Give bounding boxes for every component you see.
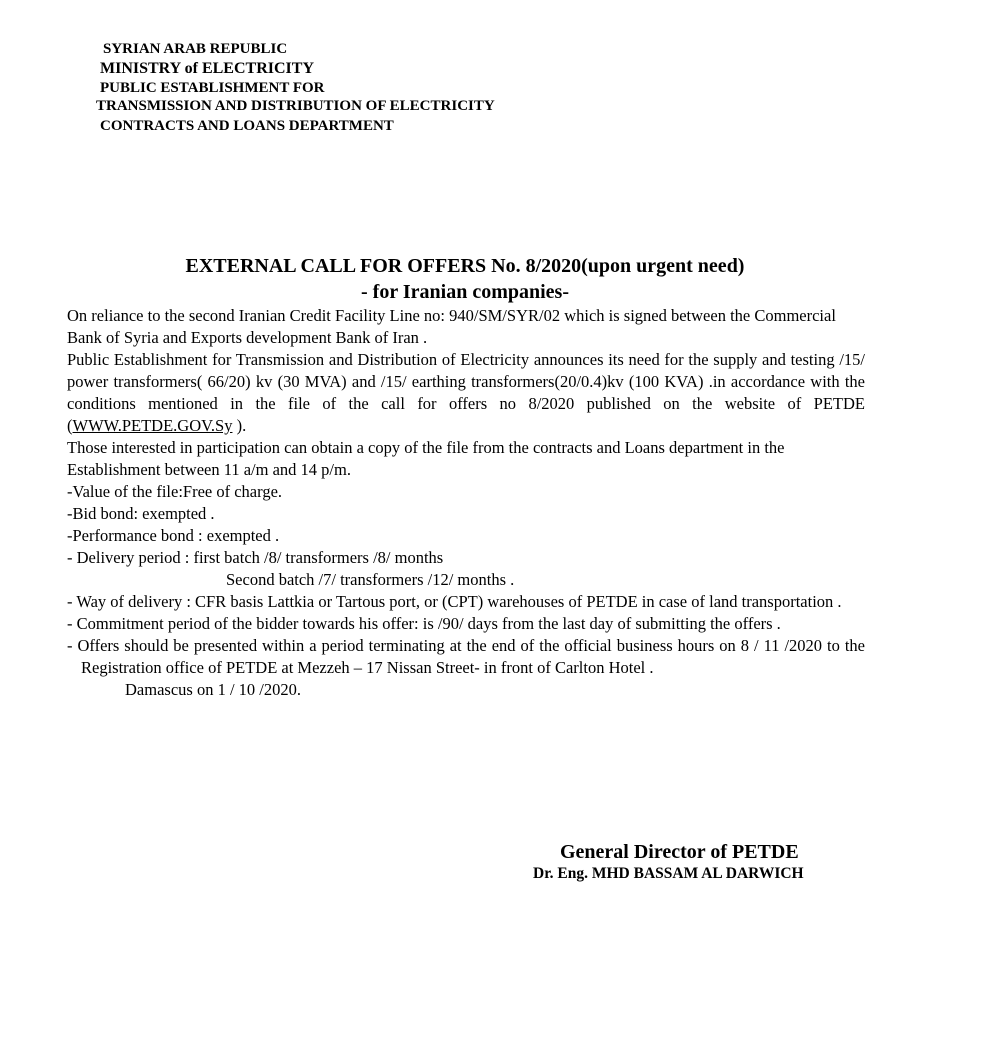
- announcement-paragraph: [67, 349, 865, 437]
- signature-title: General Director of PETDE: [560, 841, 799, 863]
- document-title: EXTERNAL CALL FOR OFFERS No. 8/2020(upon urgent need): [185, 255, 745, 277]
- offers-deadline-item: - Offers should be presented within a period terminating at the end of the official business hours on 8 / 11 /2020 to the Registration office of PETDE at Mezzeh – 17 Nissan Street- in front of Carlton Hotel .: [67, 636, 865, 677]
- header-transmission: TRANSMISSION AND DISTRIBUTION OF ELECTRICITY: [96, 98, 495, 114]
- announcement-end: ).: [232, 416, 247, 435]
- announcement-text: Public Establishment for Transmission and Distribution of Electricity announces its need for the supply and testing /15/ power transformers( 66/20) kv (30 MVA) and /15/ earthing transformers(20/0.4)kv (100 KVA) .in accordance with the conditions mentioned in the file of the call for offers no 8/2020 published on the website of PETDE (: [67, 350, 865, 435]
- delivery-period-second-batch: Second batch /7/ transformers /12/ months .: [226, 570, 515, 589]
- header-ministry: MINISTRY of ELECTRICITY: [100, 60, 314, 77]
- file-value-line: -Value of the file:Free of charge.: [67, 482, 283, 501]
- way-of-delivery-item: - Way of delivery : CFR basis Lattkia or Tartous port, or (CPT) warehouses of PETDE in case of land transportation .: [67, 592, 842, 611]
- document-subtitle: - for Iranian companies-: [361, 281, 569, 303]
- bid-bond-line: -Bid bond: exempted .: [67, 504, 215, 523]
- header-department: CONTRACTS AND LOANS DEPARTMENT: [100, 118, 394, 134]
- document-body: [67, 305, 865, 701]
- performance-bond-line: -Performance bond : exempted .: [67, 526, 280, 545]
- intro-paragraph: On reliance to the second Iranian Credit Facility Line no: 940/SM/SYR/02 which is signed between the Commercial Bank of Syria and Exports development Bank of Iran .: [67, 306, 836, 347]
- header-country: SYRIAN ARAB REPUBLIC: [103, 41, 288, 57]
- header-establishment: PUBLIC ESTABLISHMENT FOR: [100, 80, 325, 96]
- commitment-period-item: - Commitment period of the bidder towards his offer: is /90/ days from the last day of submitting the offers .: [67, 614, 781, 633]
- website-link[interactable]: WWW.PETDE.GOV.Sy: [72, 416, 233, 435]
- place-date-line: Damascus on 1 / 10 /2020.: [125, 680, 301, 699]
- signature-name: Dr. Eng. MHD BASSAM AL DARWICH: [533, 865, 804, 882]
- participation-paragraph: Those interested in participation can obtain a copy of the file from the contracts and Loans department in the Establishment between 11 a/m and 14 p/m.: [67, 438, 785, 479]
- delivery-period-line: - Delivery period : first batch /8/ transformers /8/ months: [67, 548, 444, 567]
